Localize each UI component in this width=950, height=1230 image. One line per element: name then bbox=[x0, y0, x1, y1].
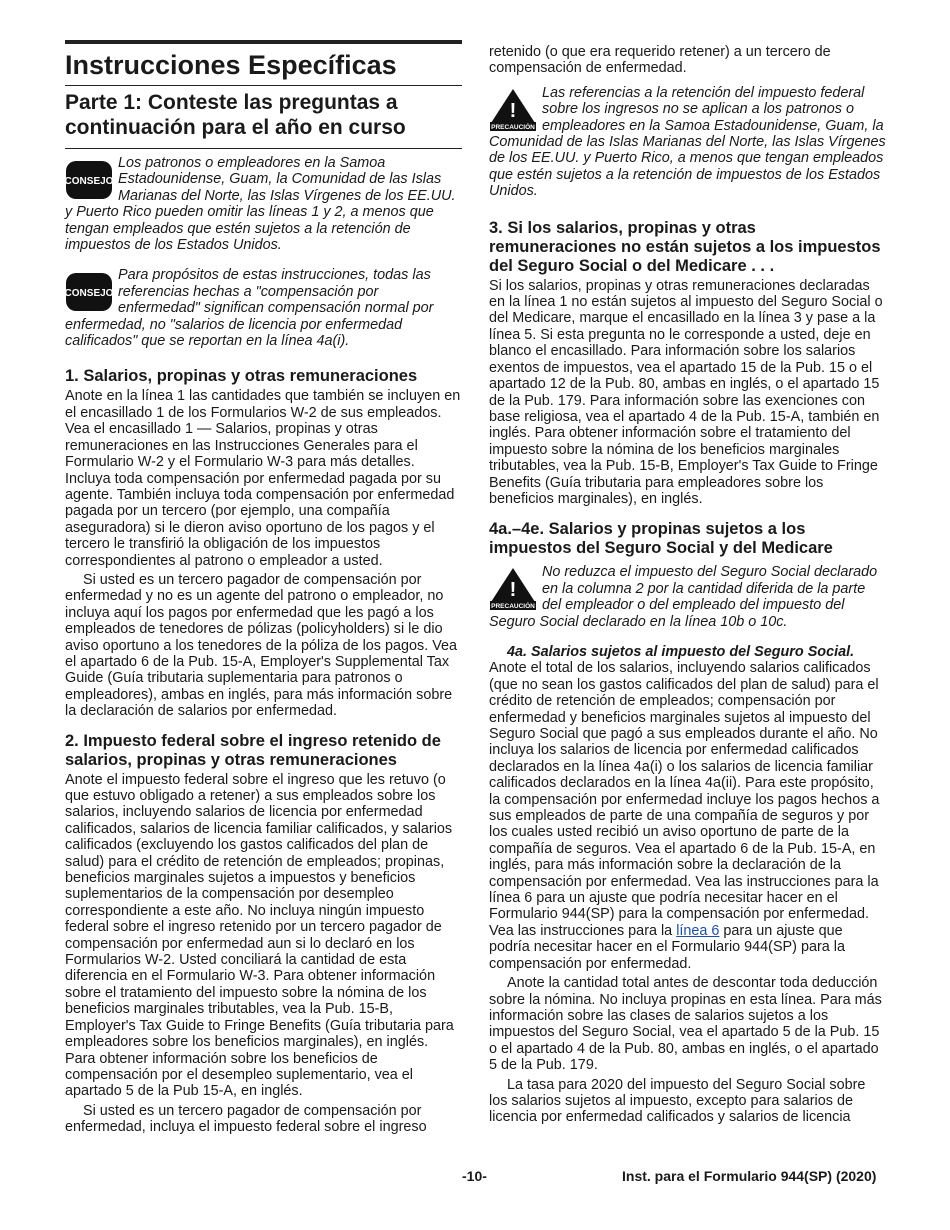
section-4a-paragraph-1 bbox=[489, 644, 886, 972]
right-column bbox=[489, 44, 886, 1126]
svg-text:!: ! bbox=[509, 99, 517, 122]
caution-icon bbox=[489, 566, 537, 610]
line-6-link[interactable]: línea 6 bbox=[676, 922, 720, 939]
section-4a-lead: 4a. Salarios sujetos al impuesto del Seguro Social. bbox=[507, 643, 855, 660]
section-4a-paragraph-2: Anote la cantidad total antes de descontar toda deducción sobre la nómina. No incluya propinas en esta línea. Para más información sobre las clases de salarios sujetos a los impuestos del Seguro Social, vea el apartado 5 de la Pub. 15 o el apartado 4 de la Pub. 80, ambas en inglés, o el apartado 5 de la Pub. 179. bbox=[489, 975, 882, 1074]
caution-block-1 bbox=[489, 85, 886, 200]
section-1-paragraph-1: Anote en la línea 1 las cantidades que también se incluyen en el encasillado 1 de los Formularios W-2 de sus empleados. Vea el encasillado 1 — Salarios, propinas y otras remuneraciones en las Instrucciones Generales para el Formulario W-2 y el Formulario W-3 para más detalles. Incluya toda compensación por enfermedad pagada por su agente. También incluya toda compensación por enfermedad pagada por un tercero (por ejemplo, una compañía aseguradora) si le dieron aviso oportuno de los pagos y el tercero le transfirió la obligación de los impuestos correspondientes al patrono o empleador a usted. bbox=[65, 388, 461, 569]
tip-icon bbox=[65, 269, 113, 313]
caution-block-2 bbox=[489, 564, 886, 630]
caution-icon-label: PRECAUCIÓN bbox=[491, 603, 535, 611]
tip-block-2 bbox=[65, 267, 462, 349]
caution-text-2: No reduzca el impuesto del Seguro Social declarado en la columna 2 por la cantidad diferida de la parte del empleador o del empleado del impuesto del Seguro Social declarado en la línea 10b o 10c. bbox=[489, 564, 878, 630]
section-2-paragraph-2: Si usted es un tercero pagador de compensación por enfermedad, incluya el impuesto federal sobre el ingreso bbox=[65, 1102, 427, 1136]
continued-paragraph: retenido (o que era requerido retener) a un tercero de compensación de enfermedad. bbox=[489, 44, 831, 77]
tip-icon bbox=[65, 157, 113, 201]
page-title: Instrucciones Específicas bbox=[65, 40, 462, 82]
caution-icon bbox=[489, 87, 537, 131]
part-heading: Parte 1: Conteste las preguntas a continuación para el año en curso bbox=[65, 85, 462, 140]
tip-icon-label: CONSEJO bbox=[65, 176, 113, 187]
section-3-heading: 3. Si los salarios, propinas y otras remuneraciones no están sujetos a los impuestos del Seguro Social o del Medicare . . . bbox=[489, 218, 881, 275]
tip-block-1 bbox=[65, 148, 462, 253]
svg-text:!: ! bbox=[509, 579, 517, 602]
tip-text-2: Para propósitos de estas instrucciones, todas las referencias hechas a "compensación por enfermedad" significan compensación normal por enfermedad, no "salarios de licencia por enfermedad calificados" que se reportan en la línea 4a(i). bbox=[65, 267, 434, 350]
form-reference: Inst. para el Formulario 944(SP) (2020) bbox=[622, 1168, 877, 1184]
section-1-heading: 1. Salarios, propinas y otras remuneraciones bbox=[65, 367, 418, 386]
tip-text-1: Los patronos o empleadores en la Samoa Estadounidense, Guam, la Comunidad de las Islas Marianas del Norte, las Islas Vírgenes de los EE.UU. y Puerto Rico pueden omitir las líneas 1 y 2, a menos que tengan empleados que estén sujetos a la retención de impuestos de los Estados Unidos. bbox=[65, 155, 456, 254]
section-4a-body: Anote el total de los salarios, incluyendo salarios calificados (que no sean los gastos calificados del plan de salud) para el crédito de retención de empleados; compensación por enfermedad y beneficios marginales sujetos al impuesto del Seguro Social que pagó a sus empleados durante el año. No incluya los salarios de licencia por enfermedad calificados declarados en la línea 4a(i) o los salarios de licencia familiar calificados declarados en la línea 4a(ii). Para este propósito, la compensación por enfermedad incluye los pagos hechos a sus empleados de parte de una compañía de seguros y por los cuales usted recibió un aviso oportuno de parte de la compañía de seguros. Vea el apartado 6 de la Pub. 15-A, en inglés, para más información sobre la declaración de la compensación por enfermedad. Vea las instrucciones para la línea 6 para un ajuste que podría necesitar hacer en el Formulario 944(SP) para la compensación por enfermedad. Vea las instrucciones para la bbox=[489, 660, 880, 939]
page-number: -10- bbox=[462, 1168, 487, 1184]
section-4a-body-end: para un ajuste que podría necesitar hacer en el Formulario 944(SP) para la compensación por enfermedad. bbox=[489, 922, 845, 972]
section-4a-paragraph-3: La tasa para 2020 del impuesto del Seguro Social sobre los salarios sujetos al impuesto, excepto para salarios de licencia por enfermedad calificados y salarios de licencia bbox=[489, 1076, 866, 1126]
caution-text-1: Las referencias a la retención del impuesto federal sobre los ingresos no se aplican a los patronos o empleadores en la Samoa Estadounidense, Guam, la Comunidad de las Islas Marianas del Norte, las Islas Vírgenes de los EE.UU. y Puerto Rico, a menos que tengan empleados que estén sujetos a la retención de impuestos de los Estados Unidos. bbox=[489, 84, 886, 200]
section-4-heading: 4a.–4e. Salarios y propinas sujetos a los impuestos del Seguro Social y del Medicare bbox=[489, 520, 833, 558]
left-column bbox=[65, 40, 462, 1136]
section-3-paragraph: Si los salarios, propinas y otras remuneraciones declaradas en la línea 1 no están sujetos al impuesto del Seguro Social o del Medicare, marque el encasillado en la línea 3 y pase a la línea 5. Si esta pregunta no le corresponde a usted, deje en blanco el encasillado. Para información sobre los salarios exentos de impuestos, vea el apartado 15 de la Pub. 15 o el apartado 12 de la Pub. 80, ambas en inglés, o el apartado 15 de la Pub. 179. Para información sobre las exenciones con base religiosa, vea el apartado 4 de la Pub. 15-A, también en inglés. Para obtener información sobre el tratamiento del impuesto sobre la nómina de los beneficios marginales tributables, vea la Pub. 15-B, Employer's Tax Guide to Fringe Benefits (Guía tributaria para empleadores sobre los beneficios marginales), en inglés. bbox=[489, 277, 883, 507]
tip-icon-label: CONSEJO bbox=[65, 288, 113, 300]
section-1-paragraph-2: Si usted es un tercero pagador de compensación por enfermedad y no es un agente del patrono o empleador, no incluya aquí los pagos por enfermedad que les pagó a los empleados de tenedores de pólizas (policyholders) si le dio aviso oportuno a los tenedores de la póliza de los pagos. Vea el apartado 6 de la Pub. 15-A, Employer's Supplemental Tax Guide (Guía tributaria suplementaria para patronos o empleadores), ambas en inglés, para más información sobre la declaración de salarios por enfermedad. bbox=[65, 571, 458, 720]
caution-icon-label: PRECAUCIÓN bbox=[491, 123, 535, 131]
section-2-heading: 2. Impuesto federal sobre el ingreso retenido de salarios, propinas y otras remuneraciones bbox=[65, 731, 441, 769]
section-2-paragraph-1: Anote el impuesto federal sobre el ingreso que les retuvo (o que estuvo obligado a retener) a sus empleados sobre los salarios, incluyendo salarios de licencia por enfermedad calificados, salarios de licencia familiar calificados, y salarios calificados (excluyendo los gastos calificados del plan de salud) para el crédito de retención de empleados; propinas, beneficios marginales sujetos a impuestos y beneficios suplementarios de la compensación por desempleo correspondiente a este año. No incluya ningún impuesto federal sobre el ingreso retenido por un tercero pagador de compensación por enfermedad aun si lo declaró en los Formularios W-2. Usted conciliará la cantidad de esta diferencia en el Formulario W-3. Para obtener información sobre el tratamiento del impuesto sobre la nómina de los beneficios marginales tributables, vea la Pub. 15-B, Employer's Tax Guide to Fringe Benefits (Guía tributaria para empleadores sobre los beneficios marginales), en inglés. Para obtener información sobre los beneficios de compensación por el desempleo suplementario, vea el apartado 5 de la Pub 15-A, en inglés. bbox=[65, 771, 454, 1100]
